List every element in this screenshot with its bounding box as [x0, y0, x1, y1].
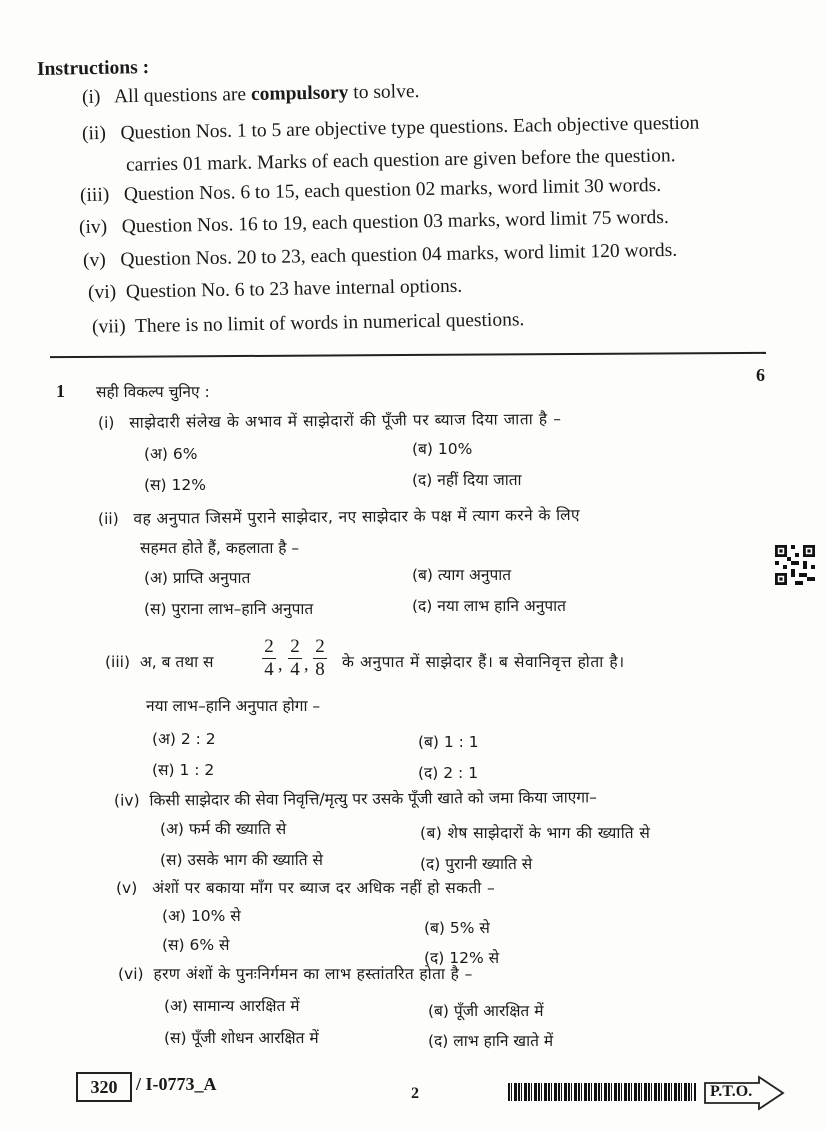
sub-question-number: (v): [116, 879, 138, 897]
sub-question-iii: [105, 650, 214, 672]
option-a: (अ) 6%: [144, 445, 198, 463]
option-a: (अ) फर्म की ख्याति से: [160, 820, 287, 838]
fraction-denominator: 8: [315, 659, 325, 680]
instruction-text: to solve.: [348, 81, 420, 104]
option-b: (ब) शेष साझेदारों के भाग की ख्याति से: [420, 824, 651, 842]
instruction-item: [82, 113, 700, 146]
fraction-denominator: 4: [290, 659, 300, 680]
fraction: [262, 636, 276, 681]
instruction-number: (vii): [91, 316, 126, 338]
instruction-item: [80, 175, 661, 207]
sub-question-iv: [114, 785, 597, 810]
sub-question-number: (vi): [118, 965, 144, 983]
sub-question-text: किसी साझेदार की सेवा निवृत्ति/मृत्यु पर उसके पूँजी खाते को जमा किया जाएगा–: [149, 788, 597, 810]
sub-question-text: के अनुपात में साझेदार हैं। ब सेवानिवृत्त होता है।: [342, 653, 625, 671]
instruction-text: Question No. 6 to 23 have internal options.: [125, 275, 463, 303]
option-b: (ब) 10%: [412, 440, 473, 458]
sub-question-number: (i): [97, 413, 115, 433]
sub-question-ii: [98, 503, 580, 529]
sub-question-text: अंशों पर बकाया माँग पर ब्याज दर अधिक नहीं हो सकती –: [152, 879, 496, 897]
option-d: (द) 12% से: [424, 949, 500, 967]
question-number: 1: [56, 381, 65, 401]
option-a: (अ) सामान्य आरक्षित में: [164, 997, 300, 1015]
question-marks: 6: [756, 365, 765, 385]
instruction-number: (i): [81, 86, 101, 108]
instruction-number: (iv): [78, 216, 108, 239]
option-d: (द) पुरानी ख्याति से: [420, 855, 533, 873]
option-c: (स) 1 : 2: [152, 761, 215, 779]
sub-question-text: वह अनुपात जिसमें पुराने साझेदार, नए साझेदार के पक्ष में त्याग करने के लिए: [133, 505, 581, 528]
sub-question-text: साझेदारी संलेख के अभाव में साझेदारों की पूँजी पर ब्याज दिया जाता है –: [129, 409, 562, 432]
fraction-separator: ,: [304, 654, 309, 674]
page-number: 2: [411, 1085, 419, 1102]
sub-question-number: (iii): [105, 653, 131, 671]
sub-question-number: (ii): [97, 509, 119, 529]
sub-question-i: [98, 407, 562, 433]
option-c: (स) पूँजी शोधन आरक्षित में: [164, 1029, 319, 1047]
fraction-denominator: 4: [264, 659, 274, 680]
option-d: (द) लाभ हानि खाते में: [428, 1032, 554, 1050]
option-c: (स) 6% से: [162, 936, 230, 954]
sub-question-text: अ, ब तथा स: [139, 653, 214, 671]
sub-question-text: हरण अंशों के पुनःनिर्गमन का लाभ हस्तांतरित होता है –: [153, 965, 473, 983]
barcode-icon: [508, 1083, 696, 1101]
option-d: (द) नया लाभ हानि अनुपात: [412, 597, 567, 615]
instruction-text: Question Nos. 6 to 15, each question 02 marks, word limit 30 words.: [123, 174, 662, 206]
option-b: (ब) पूँजी आरक्षित में: [428, 1002, 544, 1020]
instruction-text: Question Nos. 16 to 19, each question 03 marks, word limit 75 words.: [121, 206, 669, 238]
instruction-text: Question Nos. 20 to 23, each question 04 marks, word limit 120 words.: [120, 239, 678, 271]
instruction-item: [79, 207, 669, 239]
fraction: [313, 636, 327, 681]
option-d: (द) 2 : 1: [418, 764, 479, 782]
instruction-text-continued: carries 01 mark. Marks of each question are given before the question.: [125, 145, 676, 176]
qr-code-icon: [775, 545, 815, 585]
page-code-box: [76, 1072, 132, 1102]
instruction-number: (vi): [87, 281, 117, 304]
pto-label: P.T.O.: [710, 1083, 753, 1100]
option-c: (स) 12%: [144, 476, 206, 494]
fraction-numerator: 2: [262, 636, 276, 659]
option-d: (द) नहीं दिया जाता: [412, 471, 522, 489]
section-divider: [50, 352, 766, 358]
sub-question-text-continued: नया लाभ–हानि अनुपात होगा –: [146, 697, 321, 715]
instruction-text: All questions are: [113, 83, 252, 108]
page-code: 320: [90, 1077, 118, 1097]
option-c: (स) उसके भाग की ख्याति से: [160, 851, 324, 869]
instruction-number: (ii): [81, 122, 107, 145]
fraction-numerator: 2: [313, 636, 327, 659]
option-a: (अ) प्राप्ति अनुपात: [144, 569, 251, 587]
option-a: (अ) 2 : 2: [152, 730, 216, 748]
instruction-text: There is no limit of words in numerical questions.: [134, 309, 525, 338]
instruction-item: [83, 240, 677, 272]
instruction-item: [88, 276, 463, 305]
instruction-item: [92, 309, 525, 339]
instruction-number: (iii): [79, 184, 110, 207]
sub-question-number: (iv): [113, 791, 140, 810]
sub-question-v: [116, 876, 495, 898]
instruction-number: (v): [82, 249, 106, 272]
fraction-separator: ,: [278, 654, 283, 674]
sub-question-vi: [118, 962, 473, 984]
instruction-item: [82, 81, 420, 109]
instructions-heading: Instructions :: [36, 57, 150, 80]
option-b: (ब) त्याग अनुपात: [412, 566, 512, 584]
option-c: (स) पुराना लाभ–हानि अनुपात: [144, 600, 314, 618]
option-b: (ब) 5% से: [424, 919, 490, 937]
fraction-numerator: 2: [288, 636, 302, 659]
fraction: [288, 636, 302, 681]
option-a: (अ) 10% से: [162, 907, 241, 925]
sub-question-text-continued: सहमत होते हैं, कहलाता है –: [140, 539, 300, 557]
question-heading: सही विकल्प चुनिए :: [96, 383, 210, 401]
instruction-text: Question Nos. 1 to 5 are objective type questions. Each objective question: [120, 112, 700, 144]
option-b: (ब) 1 : 1: [418, 733, 479, 751]
paper-code: / I-0773_A: [136, 1074, 217, 1094]
instruction-bold: compulsory: [250, 82, 349, 105]
